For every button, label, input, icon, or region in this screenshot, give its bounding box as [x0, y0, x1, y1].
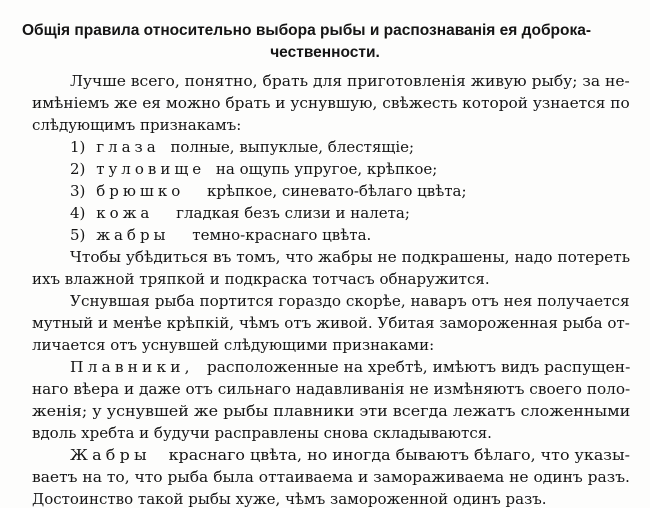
sign-text: гладкая безъ слизи и налета; [176, 204, 410, 222]
sign-text: на ощупь упругое, крѣпкое; [215, 160, 438, 178]
heading-line-1: Общія правила относительно выбора рыбы и распознаванія ея доброка- [22, 22, 591, 39]
sign-number: 2) [70, 160, 86, 178]
sign-word: брюшко [96, 182, 185, 200]
fins-line-3: женія; у уснувшей же рыбы плавники эти всегда лежатъ сложенными [32, 402, 631, 420]
gills-frozen-line-1 [70, 444, 630, 466]
sign-number: 5) [70, 226, 86, 244]
sign-word: глаза [96, 138, 160, 156]
gills-check-line-1: Чтобы убѣдиться въ томъ, что жабры не подкрашены, надо потереть [70, 248, 631, 266]
sign-text: темно-краснаго цвѣта. [192, 226, 372, 244]
fins-lead-word: Плавники, [70, 358, 194, 376]
sign-text: крѣпкое, синевато-бѣлаго цвѣта; [207, 182, 467, 200]
sign-number: 3) [70, 182, 86, 200]
sign-word: туловище [96, 160, 206, 178]
gills-check-line-2: ихъ влажной тряпкой и подкраска тотчасъ обнаружится. [32, 270, 490, 288]
sign-word: кожа [96, 204, 154, 222]
gills-frozen-line-2: ваетъ на то, что рыба была оттаиваема и замораживаема не одинъ разъ. [32, 468, 630, 486]
sign-item-5 [70, 224, 371, 246]
heading-line-2: чественности. [270, 44, 380, 61]
gills-text: краснаго цвѣта, но иногда бываютъ бѣлаго, что указы- [168, 446, 630, 464]
sign-number: 4) [70, 204, 86, 222]
fins-line-1 [70, 356, 630, 378]
intro-line-2: имѣніемъ же ея можно брать и уснувшую, свѣжесть которой узнается по [32, 94, 630, 112]
spoil-line-2: мутный и менѣе крѣпкій, чѣмъ отъ живой. Убитая замороженная рыба от- [32, 314, 630, 332]
sign-item-2 [70, 158, 437, 180]
gills-lead-word: Жабры [70, 446, 151, 464]
gills-frozen-line-3: Достоинство такой рыбы хуже, чѣмъ замороженной одинъ разъ. [32, 490, 547, 508]
sign-word: жабры [96, 226, 170, 244]
spoil-line-1: Уснувшая рыба портится гораздо скорѣе, наваръ отъ нея получается [70, 292, 630, 310]
sign-number: 1) [70, 138, 86, 156]
sign-item-4 [70, 202, 410, 224]
fins-text: расположенные на хребтѣ, имѣютъ видъ распущен- [206, 358, 631, 376]
fins-line-2: наго вѣера и даже отъ сильнаго надавливанія не измѣняютъ своего поло- [32, 380, 631, 398]
intro-line-1: Лучше всего, понятно, брать для приготовленія живую рыбу; за не- [70, 72, 630, 90]
spoil-line-3: личается отъ уснувшей слѣдующими признаками: [32, 336, 435, 354]
sign-item-3 [70, 180, 467, 202]
intro-line-3: слѣдующимъ признакамъ: [32, 116, 242, 134]
fins-line-4: вдоль хребта и будучи расправлены снова складываются. [32, 424, 492, 442]
sign-item-1 [70, 136, 414, 158]
sign-text: полные, выпуклые, блестящіе; [170, 138, 415, 156]
